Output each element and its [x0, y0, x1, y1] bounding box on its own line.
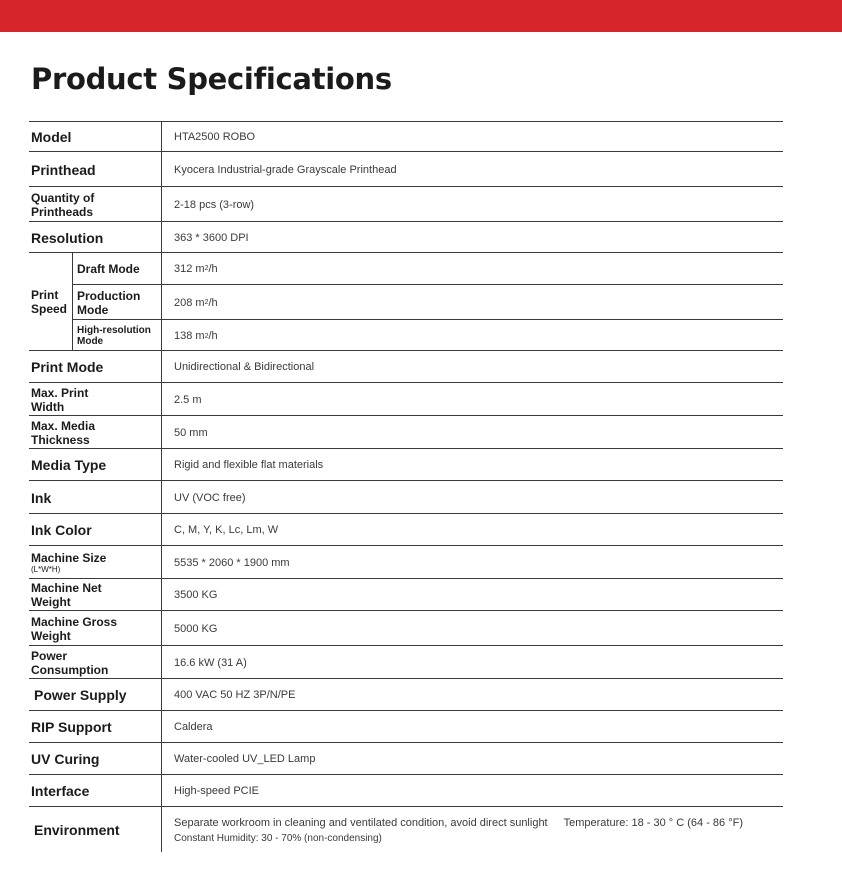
spec-row-ink-color — [29, 513, 783, 546]
spec-value: C, M, Y, K, Lc, Lm, W — [174, 524, 279, 536]
spec-row-uv-curing — [29, 742, 783, 775]
spec-label: Print Mode — [31, 359, 104, 375]
unit-tail: /h — [208, 296, 218, 309]
spec-row-max-media-thickness — [29, 415, 783, 449]
spec-label-line: Machine Gross — [31, 614, 118, 629]
environment-workroom-text: Separate workroom in cleaning and ventilated condition, avoid direct sunlight — [174, 816, 548, 829]
spec-row-resolution — [29, 221, 783, 253]
spec-row-ink — [29, 480, 783, 514]
spec-value: 400 VAC 50 HZ 3P/N/PE — [174, 689, 296, 701]
spec-row-model — [29, 121, 783, 152]
environment-temperature-text: Temperature: 18 - 30 ° C (64 - 86 °F) — [563, 816, 743, 829]
mode-label — [77, 285, 163, 320]
mode-value — [174, 285, 783, 320]
spec-label-line: Consumption — [31, 662, 109, 677]
spec-label — [31, 187, 159, 222]
spec-value: 363 * 3600 DPI — [174, 231, 249, 244]
spec-label — [31, 546, 159, 579]
unit-superscript: 2 — [204, 332, 209, 340]
spec-value: Unidirectional & Bidirectional — [174, 361, 315, 373]
spec-value: Water-cooled UV_LED Lamp — [174, 753, 316, 765]
spec-label: Media Type — [31, 457, 107, 473]
spec-row-environment — [29, 806, 783, 853]
spec-label — [31, 253, 71, 351]
spec-label: Resolution — [31, 229, 104, 246]
speed-number: 208 m — [174, 296, 205, 309]
spec-label-line: Quantity of — [31, 190, 95, 205]
spec-label: Environment — [34, 822, 120, 838]
spec-row-printhead — [29, 151, 783, 187]
unit-tail: /h — [208, 330, 218, 342]
spec-row-max-print-width — [29, 382, 783, 416]
column-divider — [161, 121, 162, 852]
mode-label-line: High-resolution — [77, 325, 151, 336]
spec-label: Interface — [31, 783, 90, 799]
print-speed-mode-row — [72, 253, 783, 284]
unit-superscript: 2 — [204, 299, 209, 306]
spec-label: Ink Color — [31, 522, 92, 538]
spec-label-line: Width — [31, 399, 65, 414]
speed-number: 312 m — [174, 262, 205, 275]
spec-row-print-speed — [29, 252, 783, 351]
spec-label — [31, 579, 159, 611]
spec-value: 50 mm — [174, 426, 208, 439]
spec-value: 16.6 kW (31 A) — [174, 656, 247, 669]
spec-row-machine-size — [29, 545, 783, 579]
mode-value — [174, 320, 783, 352]
spec-label — [31, 383, 159, 416]
spec-value: UV (VOC free) — [174, 491, 246, 504]
spec-label: RIP Support — [31, 719, 112, 735]
unit-superscript: 2 — [204, 265, 209, 272]
spec-label-line: Machine Size — [31, 551, 107, 565]
spec-value: Kyocera Industrial-grade Grayscale Printhead — [174, 163, 397, 176]
spec-row-print-mode — [29, 350, 783, 383]
spec-label-line: Machine Net — [31, 581, 102, 595]
spec-value: High-speed PCIE — [174, 785, 259, 797]
spec-label-line: Printheads — [31, 204, 94, 219]
spec-value: 5535 * 2060 * 1900 mm — [174, 556, 290, 569]
environment-line-1 — [174, 817, 743, 829]
spec-label-line: Weight — [31, 595, 71, 609]
spec-label: UV Curing — [31, 751, 100, 767]
mode-label-line: Mode — [77, 302, 109, 317]
speed-number: 138 m — [174, 330, 205, 342]
spec-sublabel: (L*W*H) — [31, 565, 61, 574]
mode-label — [77, 320, 163, 352]
spec-value: Rigid and flexible flat materials — [174, 459, 324, 471]
spec-row-machine-net-weight — [29, 578, 783, 611]
spec-label — [31, 611, 159, 646]
spec-label-line: Speed — [31, 302, 68, 316]
spec-label: Printhead — [31, 161, 96, 178]
spec-row-machine-gross-weight — [29, 610, 783, 646]
print-speed-mode-row — [72, 284, 783, 320]
spec-label — [31, 646, 159, 679]
environment-humidity-text: Constant Humidity: 30 - 70% (non-condensing) — [174, 832, 382, 844]
spec-label: Model — [31, 129, 72, 145]
spec-label-line: Power — [31, 648, 68, 663]
spec-label: Ink — [31, 489, 52, 506]
spec-label-line: Weight — [31, 628, 71, 643]
mode-label: Draft Mode — [77, 261, 140, 276]
mode-label-line: Mode — [77, 336, 104, 347]
spec-label-line: Thickness — [31, 432, 90, 447]
mode-value — [174, 253, 783, 284]
spec-value: 2.5 m — [174, 393, 202, 406]
mode-label-line: Production — [77, 288, 141, 303]
spec-label: Power Supply — [34, 687, 127, 703]
page-title: Product Specifications — [31, 62, 392, 96]
spec-row-media-type — [29, 448, 783, 481]
spec-row-quantity-of-printheads — [29, 186, 783, 222]
top-accent-bar — [0, 0, 842, 32]
spec-value: 5000 KG — [174, 622, 218, 635]
spec-label — [31, 416, 159, 449]
spec-label-line: Max. Media — [31, 418, 96, 433]
spec-row-power-consumption — [29, 645, 783, 679]
unit-tail: /h — [208, 262, 218, 275]
spec-value: 3500 KG — [174, 589, 218, 601]
spec-value: HTA2500 ROBO — [174, 131, 256, 143]
spec-row-rip-support — [29, 710, 783, 743]
spec-value — [174, 807, 783, 853]
spec-label-line: Max. Print — [31, 385, 89, 400]
spec-value: 2-18 pcs (3-row) — [174, 198, 255, 211]
spec-row-interface — [29, 774, 783, 807]
spec-value: Caldera — [174, 721, 213, 733]
print-speed-mode-row — [72, 319, 783, 352]
spec-label-line: Print — [31, 288, 59, 302]
spec-row-power-supply — [29, 678, 783, 711]
